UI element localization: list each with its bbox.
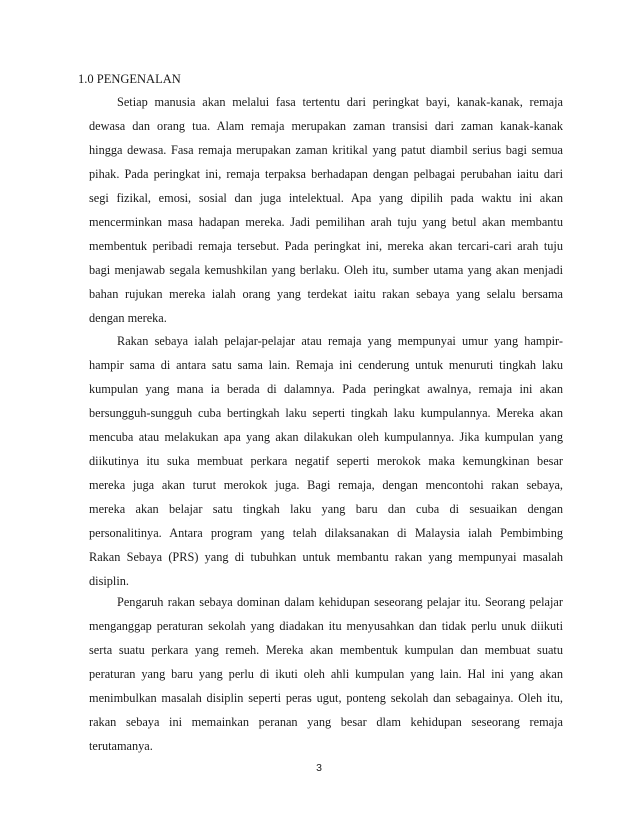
paragraph-line: bersungguh-sungguh cuba bertingkah laku seperti tingkah laku kumpulannya. Mereka akan [89, 406, 563, 420]
paragraph-line: peraturan yang baru yang perlu di ikuti oleh ahli kumpulan yang lain. Hal ini yang akan [89, 667, 563, 681]
paragraph-line: bagi menjawab segala kemushkilan yang berlaku. Oleh itu, sumber utama yang akan menjadi [89, 263, 563, 277]
paragraph-1 [89, 90, 563, 330]
paragraph-line: terutamanya. [89, 739, 153, 753]
paragraph-3 [89, 590, 563, 758]
paragraph-line: hampir sama di antara satu sama lain. Remaja ini cenderung untuk menuruti tingkah laku [89, 358, 563, 372]
paragraph-line: pihak. Pada peringkat ini, remaja terpaksa berhadapan dengan pelbagai perubahan iaitu dari [89, 167, 563, 181]
paragraph-line: menimbulkan masalah disiplin seperti peras ugut, ponteng sekolah dan sebagainya. Oleh itu, [89, 691, 563, 705]
paragraph-line: segi fizikal, emosi, sosial dan juga intelektual. Apa yang dipilih pada waktu ini akan [89, 191, 563, 205]
paragraph-line: hingga dewasa. Fasa remaja merupakan zaman kritikal yang patut diambil serius bagi semua [89, 143, 563, 157]
paragraph-line: mereka akan belajar satu tingkah laku yang baru dan cuba di sesuaikan dengan [89, 502, 563, 516]
paragraph-line: personalitinya. Antara program yang telah dilaksanakan di Malaysia ialah Pembimbing [89, 526, 563, 540]
paragraph-line: mencerminkan masa hadapan mereka. Jadi pemilihan arah tuju yang betul akan membantu [89, 215, 563, 229]
paragraph-line: Rakan Sebaya (PRS) yang di tubuhkan untuk membantu rakan yang mempunyai masalah [89, 550, 563, 564]
paragraph-line: disiplin. [89, 574, 129, 588]
paragraph-line: Rakan sebaya ialah pelajar-pelajar atau remaja yang mempunyai umur yang hampir- [117, 334, 563, 348]
paragraph-line: Pengaruh rakan sebaya dominan dalam kehidupan seseorang pelajar itu. Seorang pelajar [117, 595, 563, 609]
paragraph-line: dewasa dan orang tua. Alam remaja merupakan zaman transisi dari zaman kanak-kanak [89, 119, 563, 133]
page-number: 3 [316, 762, 322, 774]
paragraph-line: serta suatu perkara yang remeh. Mereka akan membentuk kumpulan dan membuat suatu [89, 643, 563, 657]
paragraph-line: Setiap manusia akan melalui fasa tertentu dari peringkat bayi, kanak-kanak, remaja [117, 95, 563, 109]
paragraph-line: rakan sebaya ini memainkan peranan yang besar dlam kehidupan seseorang remaja [89, 715, 563, 729]
paragraph-line: bahan rujukan mereka ialah orang yang terdekat iaitu rakan sebaya yang selalu bersama [89, 287, 563, 301]
paragraph-line: membentuk peribadi remaja tersebut. Pada peringkat ini, mereka akan tercari-cari arah tuju [89, 239, 563, 253]
paragraph-line: kumpulan yang mana ia berada di dalamnya. Pada peringkat awalnya, remaja ini akan [89, 382, 563, 396]
paragraph-2 [89, 329, 563, 593]
paragraph-line: menganggap peraturan sekolah yang diadakan itu menyusahkan dan tidak perlu unuk diikuti [89, 619, 563, 633]
paragraph-line: diikutinya itu suka membuat perkara negatif seperti merokok maka kemungkinan besar [89, 454, 563, 468]
section-heading: 1.0 PENGENALAN [78, 72, 181, 86]
paragraph-line: mereka juga akan turut merokok juga. Bagi remaja, dengan mencontohi rakan sebaya, [89, 478, 563, 492]
paragraph-line: dengan mereka. [89, 311, 167, 325]
paragraph-line: mencuba atau melakukan apa yang akan dilakukan oleh kumpulannya. Jika kumpulan yang [89, 430, 563, 444]
